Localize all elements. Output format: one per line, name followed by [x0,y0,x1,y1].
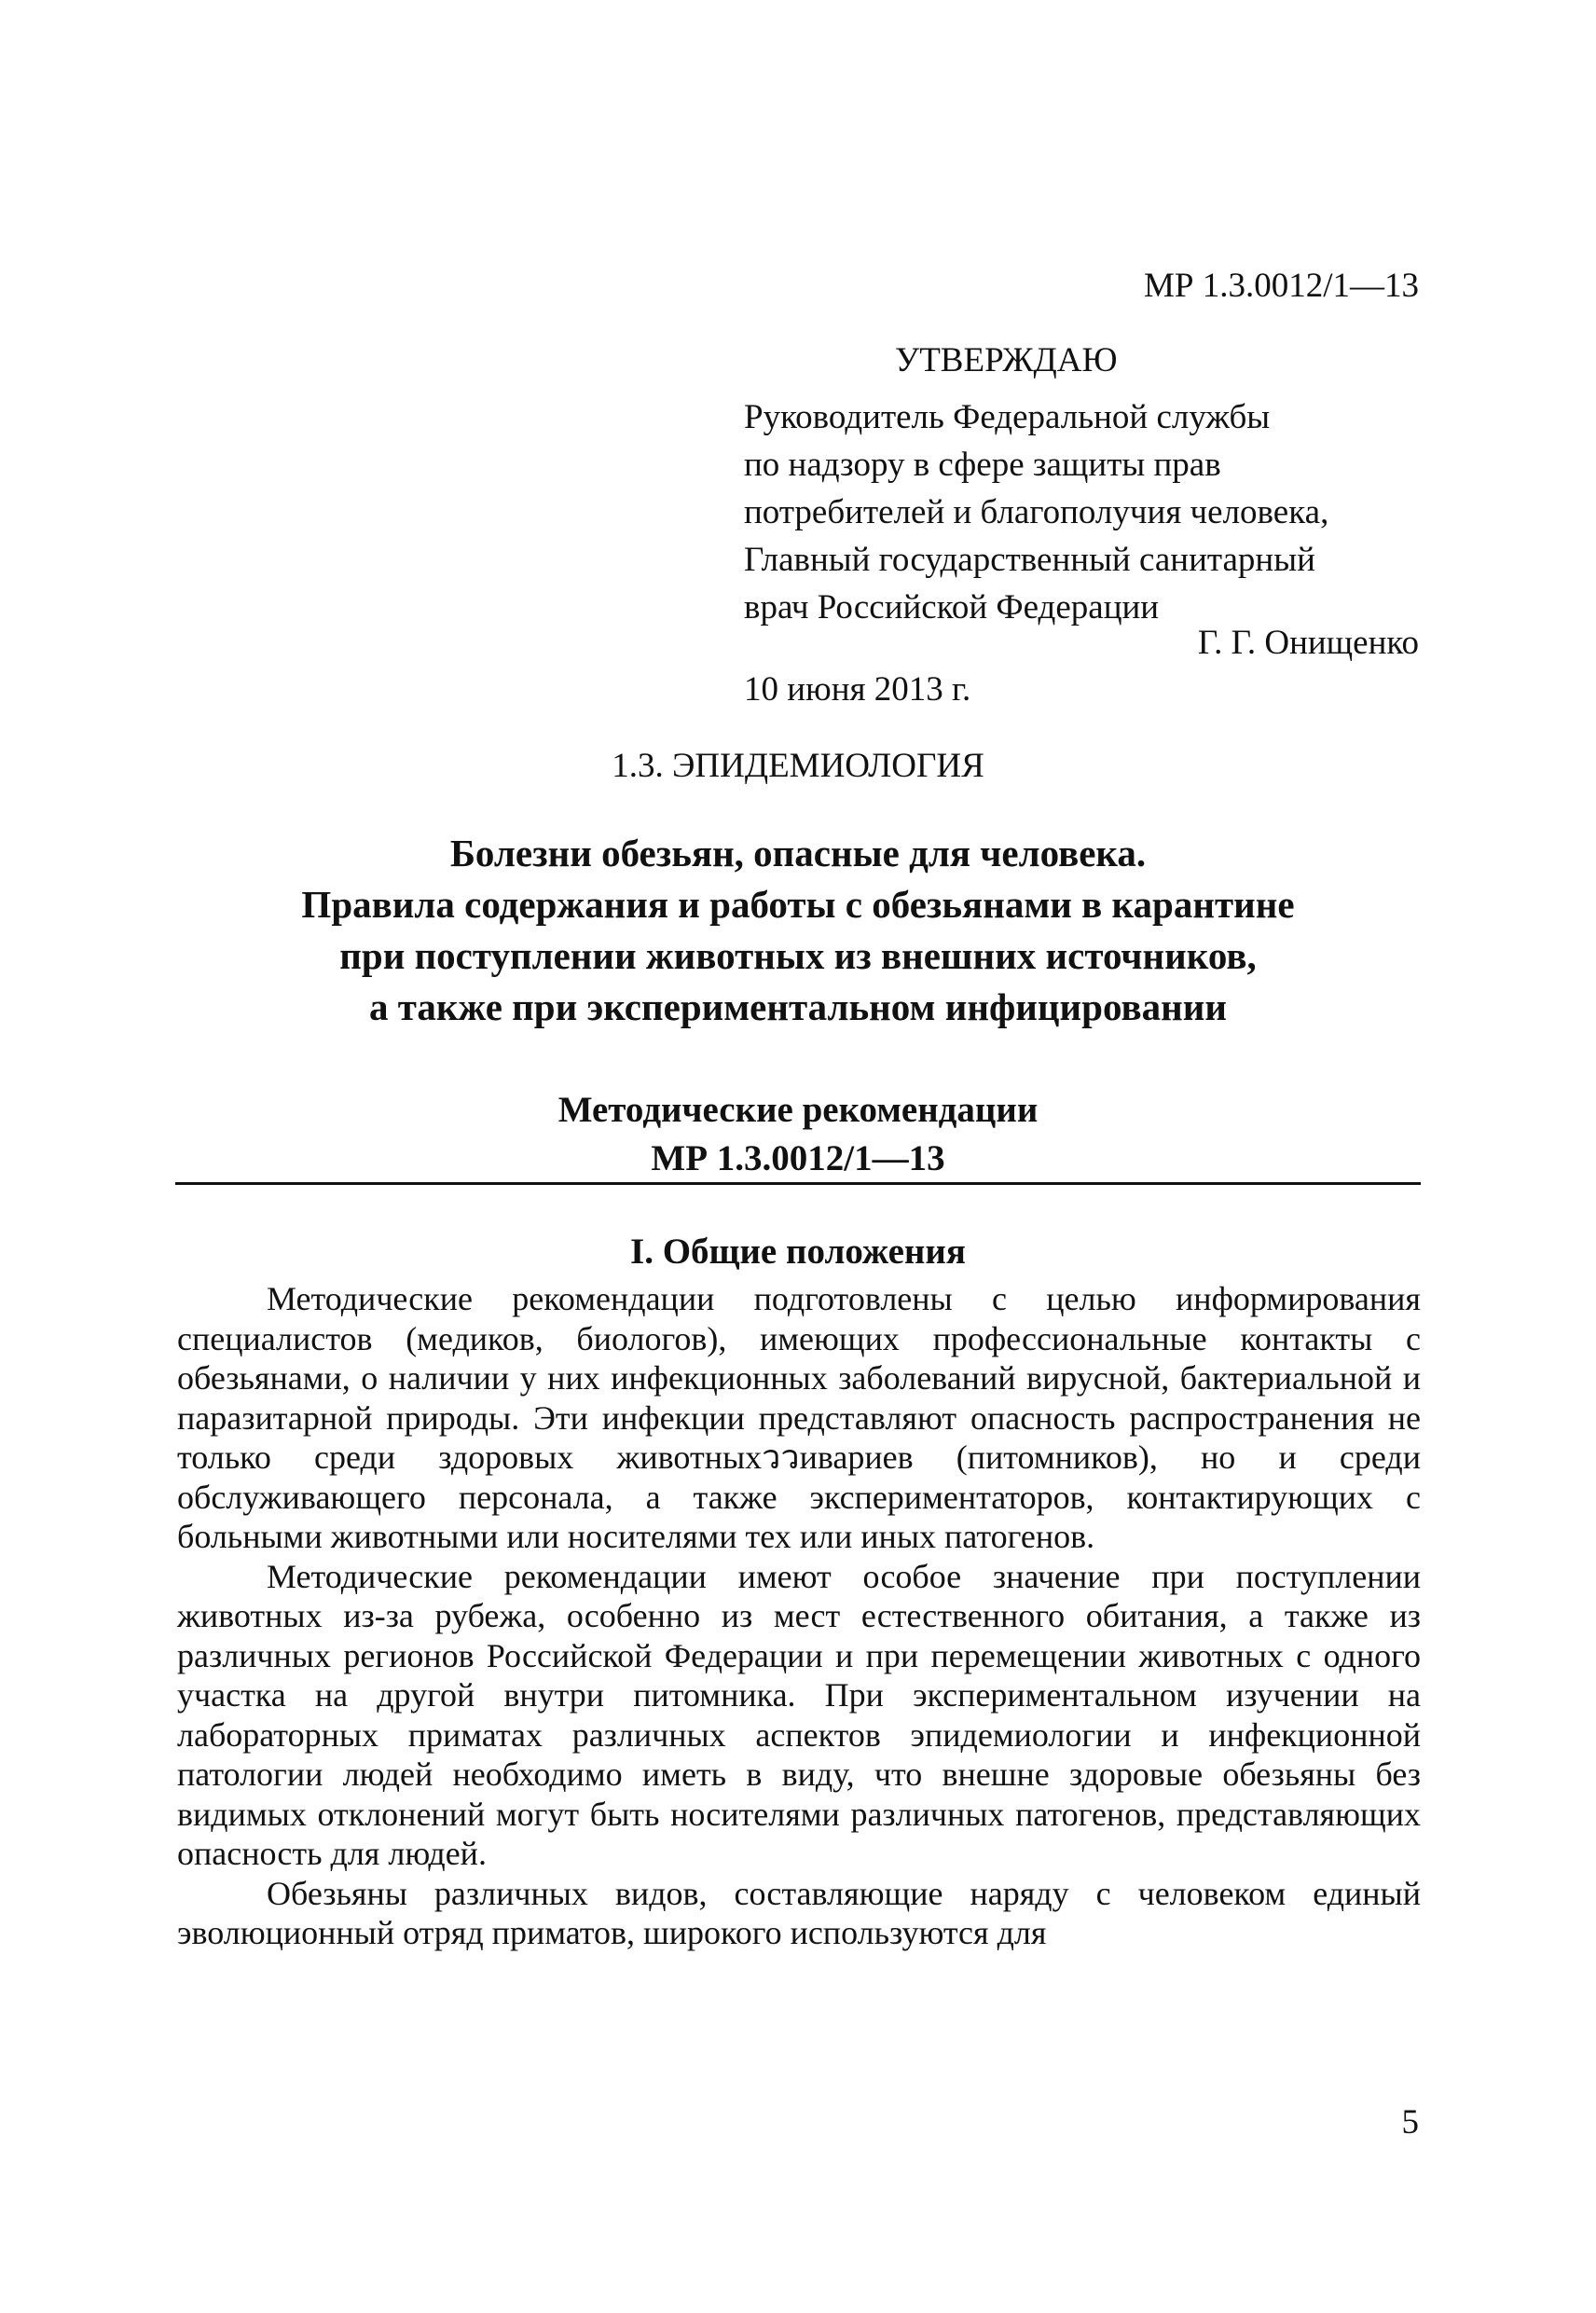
body-text [177,1279,1421,1953]
section-heading: I. Общие положения [630,1232,966,1272]
approval-line: потребителей и благополучия человека, [744,493,1329,531]
approval-line: Руководитель Федеральной службы [744,398,1271,436]
horizontal-rule [175,1182,1421,1185]
paragraph: Методические рекомендации имеют особое значение при поступлении животных из-за рубежа, особенно из мест естественного обитания, а также из различных регионов Российской Федерации и при перемещении животных с одного участка на другой внутри питомника. При экспериментальном изучении на лабораторных приматах различных аспектов эпидемиологии и инфекционной патологии людей необходимо иметь в виду, что внешне здоровые обезьяны без видимых отклонений могут быть носителями различных патогенов, представляющих опасность для людей. [177,1557,1421,1872]
document-type [140,1086,1456,1183]
paragraph: Методические рекомендации подготовлены с целью информирования специалистов (медиков, биологов), имеющих профессиональные контакты с обезьянами, о наличии у них инфекционных заболеваний вирусной, бактериальной и паразитарной природы. Эти инфекции представляют опасность распространения не только среди здоровых животныхววивариев (питомников), но и среди обслуживающего персонала, а также экспериментаторов, контактирующих с больными животными или носителями тех или иных патогенов. [177,1280,1421,1555]
title-line: а также при экспериментальном инфицировании [369,985,1227,1028]
document-type-code: МР 1.3.0012/1—13 [651,1138,945,1178]
paragraph: Обезьяны различных видов, составляющие наряду с человеком единый эволюционный отряд приматов, широкого используются для [177,1874,1421,1951]
approval-line: Главный государственный санитарный [744,541,1315,579]
approval-date: 10 июня 2013 г. [744,670,971,709]
approval-block [744,393,1328,631]
title-line: при поступлении животных из внешних источников, [339,934,1257,977]
approval-line: врач Российской Федерации [744,588,1160,626]
document-type-label: Методические рекомендации [557,1090,1039,1130]
document-title [140,828,1456,1033]
page-number: 5 [1401,2103,1419,2141]
approval-line: по надзору в сфере защиты прав [744,446,1221,484]
document-code: МР 1.3.0012/1—13 [1143,267,1419,305]
title-line: Правила содержания и работы с обезьянами в карантине [301,883,1295,926]
title-line: Болезни обезьян, опасные для человека. [449,832,1147,874]
approval-label: УТВЕРЖДАЮ [895,341,1118,379]
section-code: 1.3. ЭПИДЕМИОЛОГИЯ [612,747,984,785]
signer-name: Г. Г. Онищенко [1197,624,1419,662]
